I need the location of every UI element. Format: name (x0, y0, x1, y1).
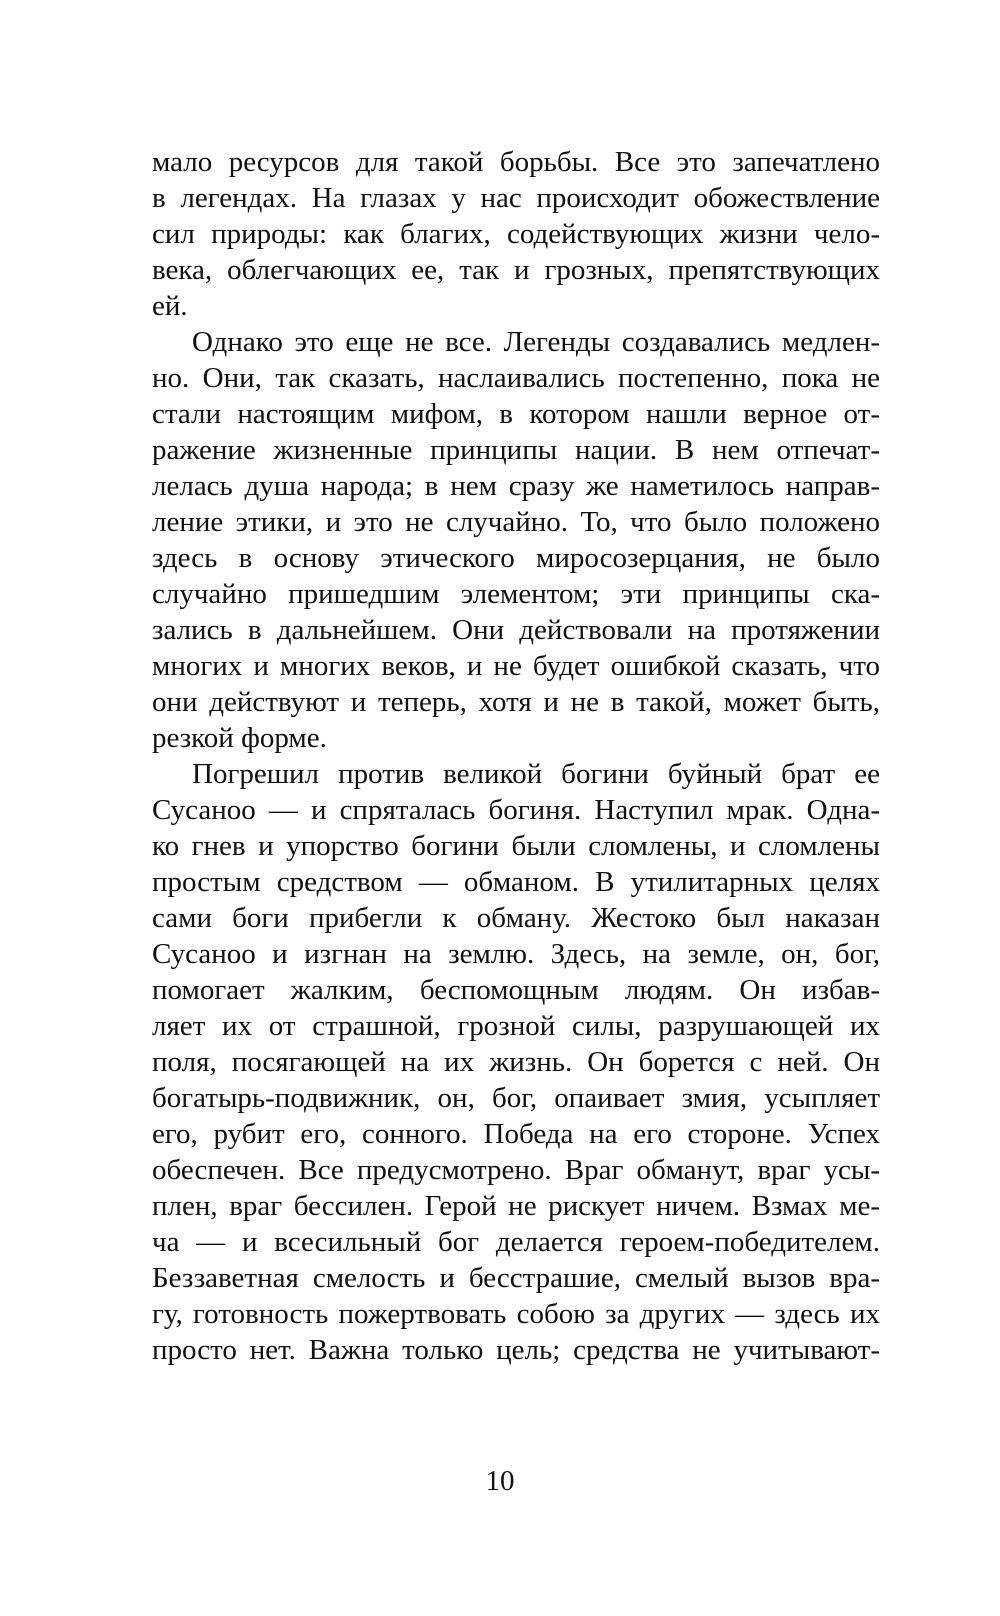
text-line: ление этики, и это не случайно. То, что было положено (152, 506, 880, 538)
text-line: гу, готовность пожертвовать собою за других — здесь их (152, 1298, 880, 1330)
text-line: лелась душа народа; в нем сразу же наметилось направ- (152, 470, 880, 502)
text-line: просто нет. Важна только цель; средства не учитывают- (152, 1334, 880, 1366)
page-number: 10 (485, 1465, 515, 1497)
text-line: Беззаветная смелость и бесстрашие, смелый вызов вра- (152, 1262, 880, 1294)
text-line: Однако это еще не все. Легенды создавались медлен- (192, 326, 880, 358)
text-line: плен, враг бессилен. Герой не рискует ничем. Взмах ме- (152, 1190, 880, 1222)
text-line: зались в дальнейшем. Они действовали на протяжении (152, 614, 880, 646)
text-line: но. Они, так сказать, наслаивались постепенно, пока не (152, 362, 880, 394)
text-line: здесь в основу этического миросозерцания, не было (152, 542, 880, 574)
text-line: резкой форме. (152, 722, 327, 754)
text-line: ей. (152, 290, 188, 322)
text-line: многих и многих веков, и не будет ошибкой сказать, что (152, 650, 880, 682)
text-line: богатырь-подвижник, он, бог, опаивает змия, усыпляет (152, 1082, 880, 1114)
text-line: его, рубит его, сонного. Победа на его стороне. Успех (152, 1118, 880, 1150)
text-line: поля, посягающей на их жизнь. Он борется с ней. Он (152, 1046, 880, 1078)
text-line: они действуют и теперь, хотя и не в такой, может быть, (152, 686, 880, 718)
text-line: обеспечен. Все предусмотрено. Враг обманут, враг усы- (152, 1154, 880, 1186)
text-line: Погрешил против великой богини буйный брат ее (192, 758, 880, 790)
text-line: помогает жалким, беспомощным людям. Он избав- (152, 974, 880, 1006)
text-line: мало ресурсов для такой борьбы. Все это запечатлено (152, 146, 880, 178)
book-page (152, 0, 880, 1616)
text-line: ляет их от страшной, грозной силы, разрушающей их (152, 1010, 880, 1042)
text-line: Сусаноо и изгнан на землю. Здесь, на земле, он, бог, (152, 938, 880, 970)
text-line: случайно пришедшим элементом; эти принципы ска- (152, 578, 880, 610)
text-line: простым средством — обманом. В утилитарных целях (152, 866, 880, 898)
text-line: стали настоящим мифом, в котором нашли верное от- (152, 398, 880, 430)
text-line: в легендах. На глазах у нас происходит обожествление (152, 182, 880, 214)
text-line: сил природы: как благих, содействующих жизни чело- (152, 218, 880, 250)
text-line: Сусаноо — и спряталась богиня. Наступил мрак. Одна- (152, 794, 880, 826)
text-line: века, облегчающих ее, так и грозных, препятствующих (152, 254, 880, 286)
text-line: ко гнев и упорство богини были сломлены, и сломлены (152, 830, 880, 862)
text-line: ражение жизненные принципы нации. В нем отпечат- (152, 434, 880, 466)
text-line: сами боги прибегли к обману. Жестоко был наказан (152, 902, 880, 934)
text-line: ча — и всесильный бог делается героем-победителем. (152, 1226, 880, 1258)
